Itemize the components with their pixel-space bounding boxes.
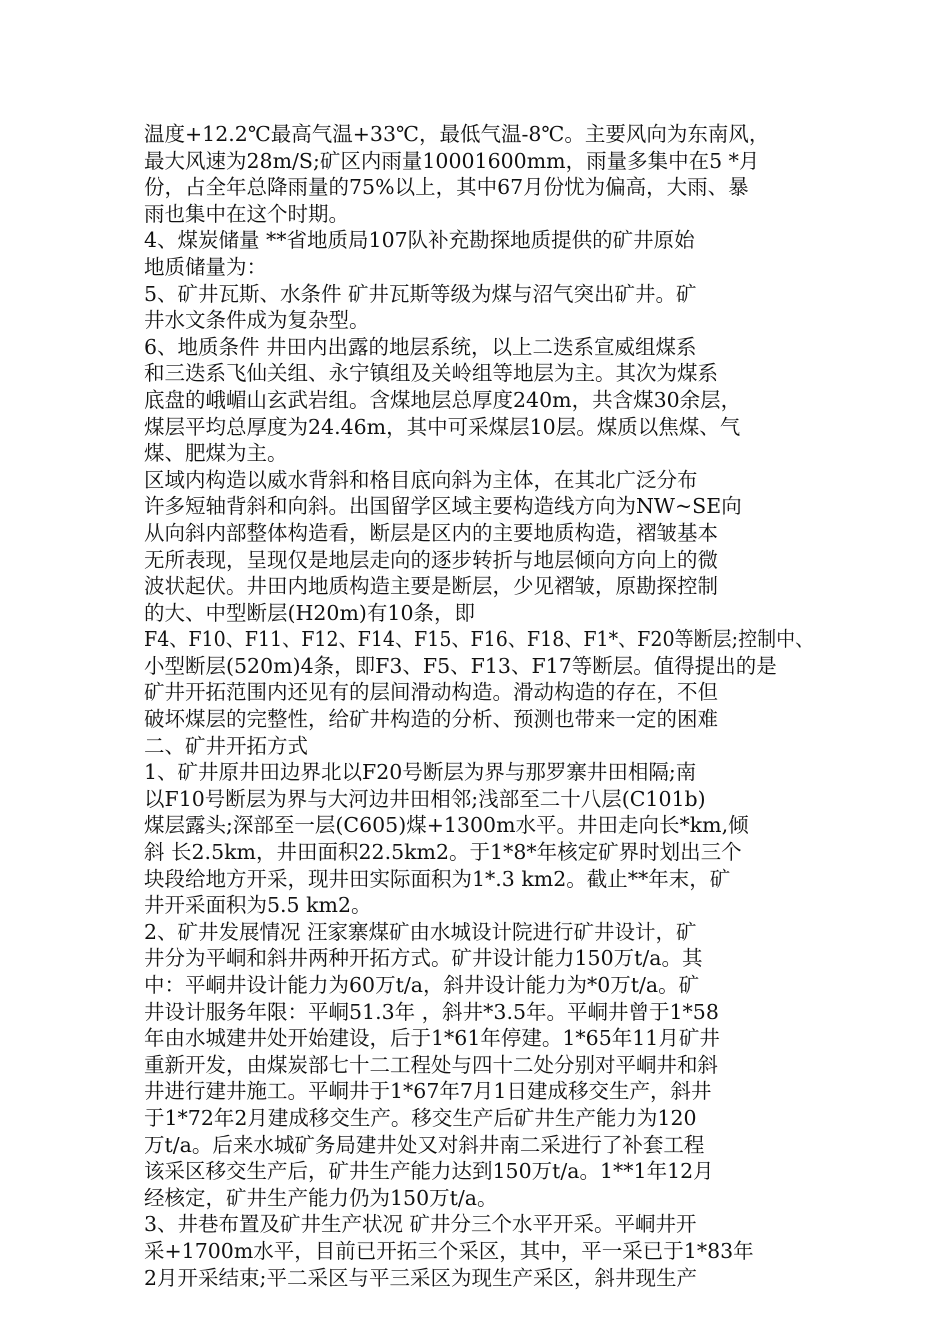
text-line: 份，占全年总降雨量的75%以上，其中67月份忧为偏高，大雨、暴: [144, 175, 749, 200]
text-line: 万t/a。后来水城矿务局建井处又对斜井南二采进行了补套工程: [144, 1132, 705, 1157]
document-body: [144, 121, 814, 1291]
text-line: 小型断层(520m)4条，即F3、F5、F13、F17等断层。值得提出的是: [144, 653, 777, 678]
text-line: 波状起伏。井田内地质构造主要是断层，少见褶皱，原勘探控制: [144, 574, 718, 599]
text-line: 煤层露头;深部至一层(C605)煤+1300m水平。井田走向长*km,倾: [144, 813, 749, 838]
paragraph-start: 区域内构造以威水背斜和格目底向斜为主体，在其北广泛分布: [144, 467, 698, 492]
section-heading-geology: 6、地质条件 井田内出露的地层系统，以上二迭系宣威组煤系: [144, 334, 697, 359]
section-heading-coal-reserves: 4、煤炭储量 **省地质局107队补充勘探地质提供的矿井原始: [144, 228, 695, 253]
text-line: 该采区移交生产后，矿井生产能力达到150万t/a。1**1年12月: [144, 1159, 714, 1184]
text-line: 井开采面积为5.5 km2。: [144, 893, 372, 918]
text-line: 破坏煤层的完整性，给矿井构造的分析、预测也带来一定的困难: [144, 707, 718, 732]
text-line: 中：平峒井设计能力为60万t/a，斜井设计能力为*0万t/a。矿: [144, 973, 700, 997]
text-line: 的大、中型断层(H20m)有10条，即: [144, 600, 475, 625]
section-heading-gas-water: 5、矿井瓦斯、水条件 矿井瓦斯等级为煤与沼气突出矿井。矿: [144, 281, 697, 306]
text-line: 井进行建井施工。平峒井于1*67年7月1日建成移交生产，斜井: [144, 1079, 712, 1104]
text-line: 从向斜内部整体构造看，断层是区内的主要地质构造，褶皱基本: [144, 520, 718, 545]
text-line: 经核定，矿井生产能力仍为150万t/a。: [144, 1185, 498, 1210]
text-line: 煤、肥煤为主。: [144, 441, 288, 466]
section-heading-development-method: 二、矿井开拓方式: [144, 733, 308, 758]
text-line: 无所表现，呈现仅是地层走向的逐步转折与地层倾向方向上的微: [144, 547, 718, 572]
text-line: 许多短轴背斜和向斜。出国留学区域主要构造线方向为NW~SE向: [144, 494, 742, 519]
text-line: 和三迭系飞仙关组、永宁镇组及关岭组等地层为主。其次为煤系: [144, 361, 718, 386]
text-line: 斜 长2.5km，井田面积22.5km2。于1*8*年核定矿界时划出三个: [144, 840, 742, 865]
text-line: 井设计服务年限：平峒51.3年 ，斜井*3.5年。平峒井曾于1*58: [144, 999, 719, 1024]
text-line: 重新开发，由煤炭部七十二工程处与四十二处分别对平峒井和斜: [144, 1052, 718, 1077]
section-heading-roadway-layout: 3、井巷布置及矿井生产状况 矿井分三个水平开采。平峒井开: [144, 1212, 697, 1237]
text-line: 雨也集中在这个时期。: [144, 201, 349, 226]
text-line: 井水文条件成为复杂型。: [144, 308, 370, 333]
text-line: 地质储量为：: [144, 254, 267, 279]
text-line: 温度+12.2℃最高气温+33℃，最低气温-8℃。主要风向为东南风，: [144, 122, 770, 146]
text-line: 井分为平峒和斜井两种开拓方式。矿井设计能力150万t/a。其: [144, 946, 703, 971]
section-heading-development-history: 2、矿井发展情况 汪家寨煤矿由水城设计院进行矿井设计，矿: [144, 919, 697, 944]
text-line: 最大风速为28m/S;矿区内雨量10001600mm，雨量多集中在5 *月: [144, 148, 760, 173]
text-line: 年由水城建井处开始建设，后于1*61年停建。1*65年11月矿井: [144, 1026, 720, 1051]
text-line: 以F10号断层为界与大河边井田相邻;浅部至二十八层(C101b): [144, 786, 706, 811]
text-line: 矿井开拓范围内还见有的层间滑动构造。滑动构造的存在，不但: [144, 680, 718, 705]
text-line: 于1*72年2月建成移交生产。移交生产后矿井生产能力为120: [144, 1105, 697, 1130]
text-line: 煤层平均总厚度为24.46m，其中可采煤层10层。煤质以焦煤、气: [144, 414, 741, 439]
text-line: 底盘的峨嵋山玄武岩组。含煤地层总厚度240m，共含煤30余层，: [144, 387, 742, 412]
text-line: 块段给地方开采，现井田实际面积为1*.3 km2。截止**年末，矿: [144, 866, 731, 891]
text-line: 采+1700m水平，目前已开拓三个采区，其中，平一采已于1*83年: [144, 1238, 754, 1263]
text-line: F4、F10、F11、F12、F14、F15、F16、F18、F1*、F20等断层;控制中、: [144, 627, 815, 652]
section-heading-boundary: 1、矿井原井田边界北以F20号断层为界与那罗寨井田相隔;南: [144, 760, 697, 785]
text-line: 2月开采结束;平二采区与平三采区为现生产采区，斜井现生产: [144, 1265, 697, 1290]
